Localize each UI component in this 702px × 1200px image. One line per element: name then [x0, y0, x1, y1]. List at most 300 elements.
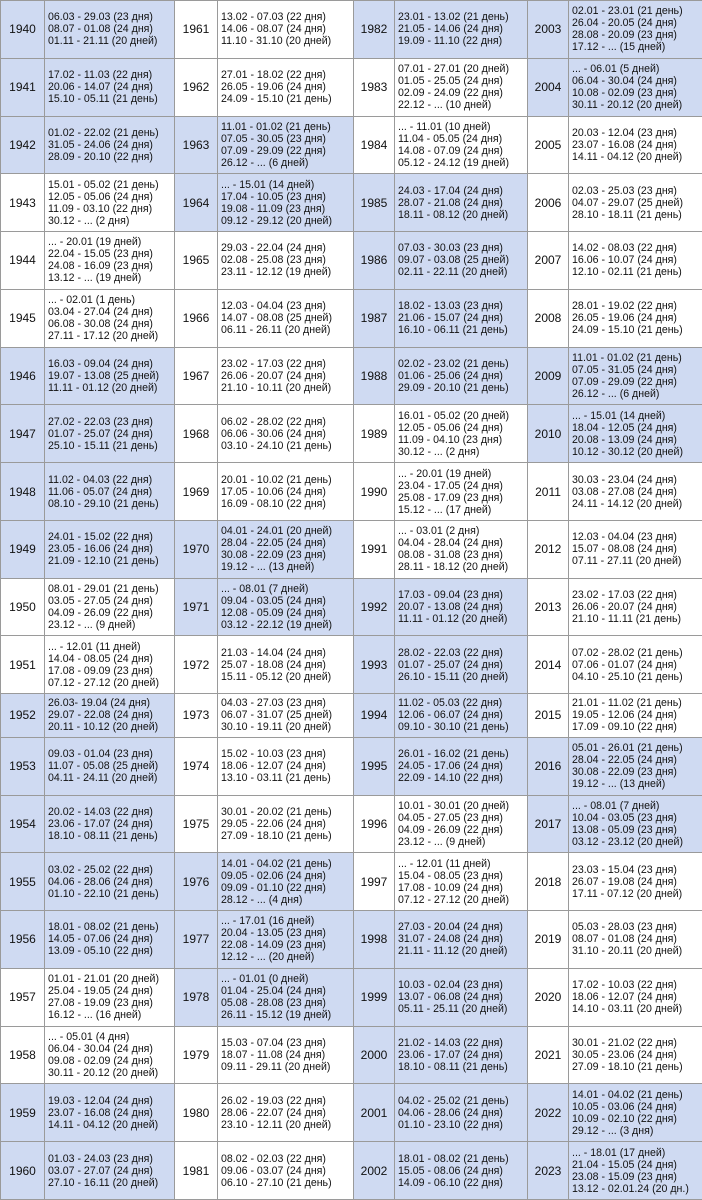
period-line: 26.04 - 20.05 (24 дня) [572, 17, 677, 30]
periods-cell [218, 694, 354, 738]
period-line: 21.02 - 14.03 (22 дня) [398, 1037, 503, 1049]
periods-cell [569, 232, 702, 290]
periods-cell [395, 968, 528, 1026]
period-line: 21.06 - 15.07 (24 дня) [398, 312, 503, 325]
year-cell: 1940 [1, 1, 45, 59]
period-line: ... - 06.01 (5 дней) [572, 63, 660, 76]
period-line: 17.05 - 10.06 (24 дня) [221, 485, 326, 498]
year-cell: 1947 [1, 405, 45, 463]
period-line: 22.09 - 14.10 (22 дня) [398, 772, 503, 785]
table-row [1, 795, 702, 853]
periods-cell [569, 1084, 702, 1142]
period-line: 19.08 - 11.09 (23 дня) [221, 202, 326, 215]
period-line: 29.03 - 22.04 (24 дня) [221, 242, 326, 255]
period-line: 04.06 - 28.06 (24 дня) [398, 1106, 503, 1119]
year-cell: 2013 [528, 578, 569, 636]
periods-cell [45, 116, 175, 174]
year-cell: 1969 [175, 463, 218, 521]
period-line: 11.11 - 01.12 (20 дней) [398, 613, 508, 626]
period-line: 03.10 - 24.10 (21 день) [221, 439, 332, 452]
year-cell: 1979 [175, 1026, 218, 1084]
period-line: 24.08 - 16.09 (23 дня) [48, 260, 153, 273]
periods-cell [569, 694, 702, 738]
period-line: 16.06 - 10.07 (24 дня) [572, 254, 677, 267]
period-line: 04.02 - 25.02 (21 день) [398, 1094, 509, 1107]
year-cell: 1977 [175, 911, 218, 969]
period-line: 01.10 - 22.10 (21 день) [48, 887, 159, 900]
period-line: 06.04 - 30.04 (24 дня) [572, 75, 677, 88]
period-line: 16.12 - ... (16 дней) [48, 1009, 142, 1022]
periods-cell [218, 578, 354, 636]
period-line: 12.05 - 05.06 (24 дня) [48, 190, 153, 203]
year-cell: 2010 [528, 405, 569, 463]
period-line: 03.07 - 27.07 (24 дня) [48, 1164, 153, 1177]
period-line: 08.01 - 29.01 (21 день) [48, 583, 159, 596]
period-line: 24.01 - 15.02 (22 дня) [48, 531, 153, 544]
periods-cell [395, 520, 528, 578]
year-cell: 1987 [354, 289, 395, 347]
periods-cell [569, 968, 702, 1026]
period-line: 09.08 - 02.09 (24 дня) [48, 1055, 153, 1067]
period-line: ... - 08.01 (7 дней) [221, 583, 309, 596]
period-line: 15.02 - 10.03 (23 дня) [221, 748, 326, 761]
period-line: 20.01 - 10.02 (21 день) [221, 473, 332, 486]
period-line: 14.01 - 04.02 (21 день) [572, 1088, 683, 1101]
year-cell: 1980 [175, 1084, 218, 1142]
year-cell: 1949 [1, 520, 45, 578]
period-line: 11.02 - 04.03 (22 дня) [48, 473, 153, 486]
period-line: 07.09 - 29.09 (22 дня) [221, 144, 326, 157]
year-cell: 1950 [1, 578, 45, 636]
year-cell: 2011 [528, 463, 569, 521]
period-line: 14.02 - 08.03 (22 дня) [572, 242, 677, 255]
year-cell: 1983 [354, 58, 395, 116]
period-line: 14.06 - 08.07 (24 дня) [221, 23, 326, 36]
period-line: 04.07 - 29.07 (25 дней) [572, 196, 684, 209]
periods-cell [218, 58, 354, 116]
periods-cell [395, 694, 528, 738]
period-line: 26.12 - ... (6 дней) [572, 387, 660, 400]
period-line: 26.06 - 20.07 (24 дня) [221, 369, 326, 382]
period-line: 12.03 - 04.04 (23 дня) [572, 531, 677, 544]
period-line: 25.07 - 18.08 (24 дня) [221, 658, 326, 671]
period-line: 19.12 - ... (13 дней) [572, 778, 666, 791]
period-line: 28.02 - 22.03 (22 дня) [398, 646, 503, 659]
period-line: 28.04 - 22.05 (24 дня) [221, 537, 326, 550]
period-line: 12.05 - 05.06 (24 дня) [398, 421, 503, 434]
period-line: 18.02 - 13.03 (23 дня) [398, 300, 503, 313]
period-line: 28.08 - 20.09 (23 дня) [572, 29, 677, 42]
period-line: 09.03 - 01.04 (23 дня) [48, 748, 153, 761]
period-line: 18.10 - 08.11 (21 день) [48, 829, 158, 842]
periods-cell [569, 289, 702, 347]
period-line: 07.11 - 27.11 (20 дней) [572, 555, 682, 568]
period-line: 11.09 - 03.10 (22 дня) [48, 202, 153, 215]
period-line: 10.08 - 02.09 (23 дня) [572, 87, 677, 100]
period-line: 23.06 - 17.07 (24 дня) [48, 817, 153, 830]
year-cell: 2020 [528, 968, 569, 1026]
period-line: 12.06 - 06.07 (24 дня) [398, 709, 503, 722]
period-line: 26.02 - 19.03 (22 дня) [221, 1094, 326, 1107]
period-line: 23.12 - ... (9 дней) [48, 619, 136, 632]
periods-cell [395, 795, 528, 853]
period-line: 04.05 - 27.05 (23 дня) [398, 811, 503, 824]
year-cell: 1967 [175, 347, 218, 405]
year-cell: 1965 [175, 232, 218, 290]
periods-cell [395, 405, 528, 463]
period-line: 15.07 - 08.08 (24 дня) [572, 543, 677, 556]
period-line: 01.07 - 25.07 (24 дня) [398, 658, 503, 671]
year-cell: 1945 [1, 289, 45, 347]
period-line: 27.09 - 18.10 (21 день) [572, 1061, 683, 1073]
period-line: 14.11 - 04.12 (20 дней) [48, 1118, 159, 1131]
year-cell: 2017 [528, 795, 569, 853]
period-line: 27.11 - 17.12 (20 дней) [48, 330, 159, 343]
period-line: 22.04 - 15.05 (23 дня) [48, 248, 153, 261]
periods-cell [45, 1, 175, 59]
year-cell: 1986 [354, 232, 395, 290]
period-line: 04.01 - 24.01 (20 дней) [221, 525, 333, 538]
period-line: 23.05 - 16.06 (24 дня) [48, 543, 153, 556]
period-line: 26.01 - 16.02 (21 день) [398, 748, 509, 761]
period-line: 30.01 - 21.02 (22 дня) [572, 1037, 677, 1049]
periods-cell [45, 694, 175, 738]
periods-cell [395, 1026, 528, 1084]
period-line: 17.02 - 11.03 (22 дня) [48, 69, 153, 82]
period-line: 28.04 - 22.05 (24 дня) [572, 754, 677, 767]
periods-cell [45, 58, 175, 116]
period-line: ... - 03.01 (2 дня) [398, 525, 480, 538]
period-line: 11.01 - 01.02 (21 день) [221, 120, 331, 133]
year-cell: 1948 [1, 463, 45, 521]
period-line: 22.08 - 14.09 (23 дня) [221, 939, 326, 952]
table-body [1, 1, 702, 1200]
period-line: 02.08 - 25.08 (23 дня) [221, 254, 326, 267]
period-line: 03.02 - 25.02 (22 дня) [48, 863, 153, 876]
period-line: 20.08 - 13.09 (24 дня) [572, 433, 677, 446]
periods-cell [218, 174, 354, 232]
year-cell: 1998 [354, 911, 395, 969]
period-line: 16.01 - 05.02 (20 дней) [398, 409, 510, 422]
period-line: 28.10 - 18.11 (21 день) [572, 208, 682, 221]
period-line: 06.02 - 28.02 (22 дня) [221, 415, 326, 428]
periods-cell [45, 853, 175, 911]
year-cell: 1991 [354, 520, 395, 578]
year-cell: 2002 [354, 1142, 395, 1200]
year-cell: 1941 [1, 58, 45, 116]
periods-cell [218, 463, 354, 521]
periods-cell [569, 1, 702, 59]
periods-cell [45, 1084, 175, 1142]
period-line: 03.04 - 27.04 (24 дня) [48, 306, 153, 319]
table-row [1, 289, 702, 347]
period-line: 13.09 - 05.10 (22 дня) [48, 945, 153, 958]
year-cell: 1953 [1, 737, 45, 795]
period-line: 23.07 - 16.08 (24 дня) [572, 138, 677, 151]
period-line: 04.10 - 25.10 (21 день) [572, 670, 683, 683]
period-line: 27.09 - 18.10 (21 день) [221, 829, 332, 842]
table-row [1, 1026, 702, 1084]
period-line: 08.07 - 01.08 (24 дня) [48, 23, 153, 36]
period-line: 31.05 - 24.06 (24 дня) [48, 138, 153, 151]
period-line: 09.06 - 03.07 (24 дня) [221, 1164, 326, 1177]
periods-cell [569, 1142, 702, 1200]
period-line: 09.04 - 03.05 (24 дня) [221, 595, 326, 608]
period-line: 15.01 - 05.02 (21 день) [48, 178, 159, 191]
period-line: 26.12 - ... (6 дней) [221, 156, 309, 169]
period-line: 05.01 - 26.01 (21 день) [572, 742, 683, 755]
year-cell: 2004 [528, 58, 569, 116]
table-row [1, 1084, 702, 1142]
year-cell: 1952 [1, 694, 45, 738]
period-line: 17.02 - 10.03 (22 дня) [572, 979, 677, 992]
period-line: 10.05 - 03.06 (24 дня) [572, 1100, 677, 1113]
period-line: 10.04 - 03.05 (23 дня) [572, 811, 677, 824]
periods-cell [395, 853, 528, 911]
period-line: ... - 18.01 (17 дней) [572, 1146, 666, 1159]
period-line: 30.10 - 19.11 (20 дней) [221, 721, 332, 734]
period-line: 21.10 - 10.11 (20 дней) [221, 381, 332, 394]
period-line: 26.03- 19.04 (24 дня) [48, 697, 150, 710]
year-cell: 2003 [528, 1, 569, 59]
year-cell: 1976 [175, 853, 218, 911]
period-line: 21.05 - 14.06 (24 дня) [398, 23, 503, 36]
period-line: 07.01 - 27.01 (20 дней) [398, 63, 510, 76]
year-cell: 1994 [354, 694, 395, 738]
period-line: 24.03 - 17.04 (24 дня) [398, 184, 503, 197]
periods-cell [569, 1026, 702, 1084]
period-line: 25.04 - 19.05 (24 дня) [48, 985, 153, 998]
periods-cell [45, 405, 175, 463]
period-line: 20.02 - 14.03 (22 дня) [48, 805, 153, 818]
year-cell: 1974 [175, 737, 218, 795]
period-line: 18.07 - 11.08 (24 дня) [221, 1049, 326, 1061]
period-line: 11.02 - 05.03 (22 дня) [398, 697, 503, 710]
period-line: 06.06 - 30.06 (24 дня) [221, 427, 326, 440]
period-line: 11.06 - 05.07 (24 дня) [48, 485, 153, 498]
periods-cell [45, 463, 175, 521]
period-line: 27.02 - 22.03 (23 дня) [48, 415, 153, 428]
period-line: 30.01 - 20.02 (21 день) [221, 805, 332, 818]
year-cell: 2006 [528, 174, 569, 232]
period-line: ... - 20.01 (19 дней) [398, 467, 492, 480]
period-line: ... - 11.01 (10 дней) [398, 120, 491, 133]
period-line: 16.10 - 06.11 (21 день) [398, 324, 508, 337]
period-line: 03.05 - 27.05 (24 дня) [48, 595, 153, 608]
year-cell: 1961 [175, 1, 218, 59]
period-line: 24.11 - 14.12 (20 дней) [572, 497, 683, 510]
period-line: 26.06 - 20.07 (24 дня) [572, 601, 677, 614]
table-row [1, 58, 702, 116]
period-line: 07.12 - 27.12 (20 дней) [48, 676, 160, 689]
periods-cell [569, 520, 702, 578]
period-line: 17.04 - 10.05 (23 дня) [221, 190, 326, 203]
period-line: 18.06 - 12.07 (24 дня) [221, 760, 326, 773]
year-cell: 2021 [528, 1026, 569, 1084]
period-line: 14.11 - 04.12 (20 дней) [572, 150, 683, 163]
period-line: ... - 15.01 (14 дней) [221, 178, 315, 191]
periods-cell [218, 1142, 354, 1200]
year-cell: 1942 [1, 116, 45, 174]
year-cell: 1971 [175, 578, 218, 636]
period-line: 10.01 - 30.01 (20 дней) [398, 799, 510, 812]
period-line: 26.05 - 19.06 (24 дня) [572, 312, 677, 325]
period-line: 13.02 - 07.03 (22 дня) [221, 11, 326, 24]
periods-cell [395, 911, 528, 969]
periods-cell [395, 1, 528, 59]
year-cell: 1944 [1, 232, 45, 290]
period-line: 17.03 - 09.04 (23 дня) [398, 589, 503, 602]
period-line: 07.02 - 28.02 (21 день) [572, 646, 683, 659]
period-line: 23.03 - 15.04 (23 дня) [572, 863, 677, 876]
period-line: 29.07 - 22.08 (24 дня) [48, 709, 153, 722]
year-cell: 1960 [1, 1142, 45, 1200]
period-line: 11.10 - 31.10 (20 дней) [221, 35, 332, 48]
year-cell: 1975 [175, 795, 218, 853]
period-line: 21.04 - 15.05 (24 дня) [572, 1158, 677, 1171]
period-line: 14.05 - 07.06 (24 дня) [48, 933, 153, 946]
year-cell: 1985 [354, 174, 395, 232]
period-line: 02.11 - 22.11 (20 дней) [398, 266, 508, 279]
period-line: 06.11 - 26.11 (20 дней) [221, 324, 331, 337]
period-line: 30.03 - 23.04 (24 дня) [572, 473, 677, 486]
period-line: 08.07 - 01.08 (24 дня) [572, 933, 677, 946]
year-cell: 1989 [354, 405, 395, 463]
periods-cell [218, 405, 354, 463]
periods-cell [395, 1142, 528, 1200]
period-line: 18.01 - 08.02 (21 день) [398, 1152, 509, 1165]
period-line: 19.07 - 13.08 (25 дней) [48, 369, 160, 382]
period-line: 17.11 - 07.12 (20 дней) [572, 887, 683, 900]
periods-cell [395, 58, 528, 116]
period-line: 31.07 - 24.08 (24 дня) [398, 933, 503, 946]
period-line: 30.11 - 20.12 (20 дней) [48, 1067, 159, 1079]
year-cell: 2000 [354, 1026, 395, 1084]
year-cell: 1957 [1, 968, 45, 1026]
period-line: 04.04 - 28.04 (24 дня) [398, 537, 503, 550]
period-line: 12.08 - 05.09 (24 дня) [221, 607, 326, 620]
period-line: 15.11 - 05.12 (20 дней) [221, 670, 332, 683]
period-line: 21.03 - 14.04 (24 дня) [221, 646, 326, 659]
period-line: 05.12 - 24.12 (19 дней) [398, 156, 510, 169]
period-line: ... - 15.01 (14 дней) [572, 409, 666, 422]
periods-cell [569, 58, 702, 116]
periods-cell [218, 795, 354, 853]
year-cell: 1984 [354, 116, 395, 174]
year-cell: 1954 [1, 795, 45, 853]
table-row [1, 737, 702, 795]
periods-cell [395, 232, 528, 290]
period-line: 01.01 - 21.01 (20 дней) [48, 973, 160, 986]
year-cell: 1982 [354, 1, 395, 59]
period-line: ... - 12.01 (11 дней) [398, 857, 491, 870]
period-line: 04.09 - 26.09 (22 дня) [48, 607, 153, 620]
period-line: 11.09 - 04.10 (23 дня) [398, 433, 503, 446]
period-line: 17.08 - 09.09 (23 дня) [48, 664, 153, 677]
periods-cell [218, 520, 354, 578]
period-line: 03.08 - 27.08 (24 дня) [572, 485, 677, 498]
year-cell: 1958 [1, 1026, 45, 1084]
periods-cell [218, 289, 354, 347]
period-line: ... - 02.01 (1 день) [48, 294, 136, 307]
period-line: 27.08 - 19.09 (23 дня) [48, 997, 153, 1010]
year-cell: 1956 [1, 911, 45, 969]
year-cell: 1996 [354, 795, 395, 853]
period-line: 14.10 - 03.11 (20 дней) [572, 1003, 683, 1016]
period-line: 26.07 - 19.08 (24 дня) [572, 875, 677, 888]
period-line: 07.12 - 27.12 (20 дней) [398, 893, 510, 906]
periods-cell [218, 911, 354, 969]
period-line: 15.04 - 08.05 (23 дня) [398, 869, 503, 882]
period-line: 19.03 - 12.04 (24 дня) [48, 1094, 153, 1107]
period-line: 12.10 - 02.11 (21 день) [572, 266, 682, 279]
period-line: 28.06 - 22.07 (24 дня) [221, 1106, 326, 1119]
period-line: 02.02 - 23.02 (21 день) [398, 357, 509, 370]
periods-cell [45, 795, 175, 853]
table-row [1, 1, 702, 59]
period-line: 30.08 - 22.09 (23 дня) [572, 766, 677, 779]
year-cell: 2012 [528, 520, 569, 578]
period-line: 30.12 - ... (2 дня) [398, 445, 480, 458]
periods-cell [569, 737, 702, 795]
period-line: 27.01 - 18.02 (22 дня) [221, 69, 326, 82]
periods-cell [569, 636, 702, 694]
table-row [1, 968, 702, 1026]
period-line: 17.12 - ... (15 дней) [572, 41, 666, 54]
periods-cell [218, 737, 354, 795]
period-line: 19.05 - 12.06 (24 дня) [572, 709, 677, 722]
period-line: 01.06 - 25.06 (24 дня) [398, 369, 503, 382]
periods-cell [395, 289, 528, 347]
periods-cell [569, 578, 702, 636]
period-line: 12.03 - 04.04 (23 дня) [221, 300, 326, 313]
period-line: 18.10 - 08.11 (21 день) [398, 1061, 508, 1073]
table-row [1, 116, 702, 174]
period-line: 02.01 - 23.01 (21 день) [572, 5, 683, 18]
year-cell: 1973 [175, 694, 218, 738]
year-cell: 1990 [354, 463, 395, 521]
periods-cell [569, 463, 702, 521]
periods-cell [395, 636, 528, 694]
period-line: 26.10 - 15.11 (20 дней) [398, 670, 509, 683]
period-line: 06.03 - 29.03 (23 дня) [48, 11, 153, 24]
table-row [1, 578, 702, 636]
period-line: 21.11 - 11.12 (20 дней) [398, 945, 508, 958]
year-cell: 1968 [175, 405, 218, 463]
year-cell: 1959 [1, 1084, 45, 1142]
period-line: 23.10 - 12.11 (20 дней) [221, 1118, 332, 1131]
table-row [1, 1142, 702, 1200]
period-line: 30.11 - 20.12 (20 дней) [572, 99, 683, 112]
periods-cell [218, 116, 354, 174]
period-line: 23.07 - 16.08 (24 дня) [48, 1106, 153, 1119]
periods-cell [45, 1026, 175, 1084]
year-cell: 2019 [528, 911, 569, 969]
period-line: 28.11 - 18.12 (20 дней) [398, 561, 509, 574]
table-row [1, 636, 702, 694]
period-line: 23.11 - 12.12 (19 дней) [221, 266, 332, 279]
year-cell: 2018 [528, 853, 569, 911]
period-line: 13.07 - 06.08 (24 дня) [398, 991, 503, 1004]
period-line: 23.04 - 17.05 (24 дня) [398, 479, 503, 492]
period-line: 18.11 - 08.12 (20 дней) [398, 208, 509, 221]
periods-cell [395, 737, 528, 795]
period-line: 22.12 - ... (10 дней) [398, 99, 492, 112]
period-line: 24.05 - 17.06 (24 дня) [398, 760, 503, 773]
period-line: 03.12 - 23.12 (20 дней) [572, 835, 684, 848]
period-line: 18.04 - 12.05 (24 дня) [572, 421, 677, 434]
year-cell: 2005 [528, 116, 569, 174]
